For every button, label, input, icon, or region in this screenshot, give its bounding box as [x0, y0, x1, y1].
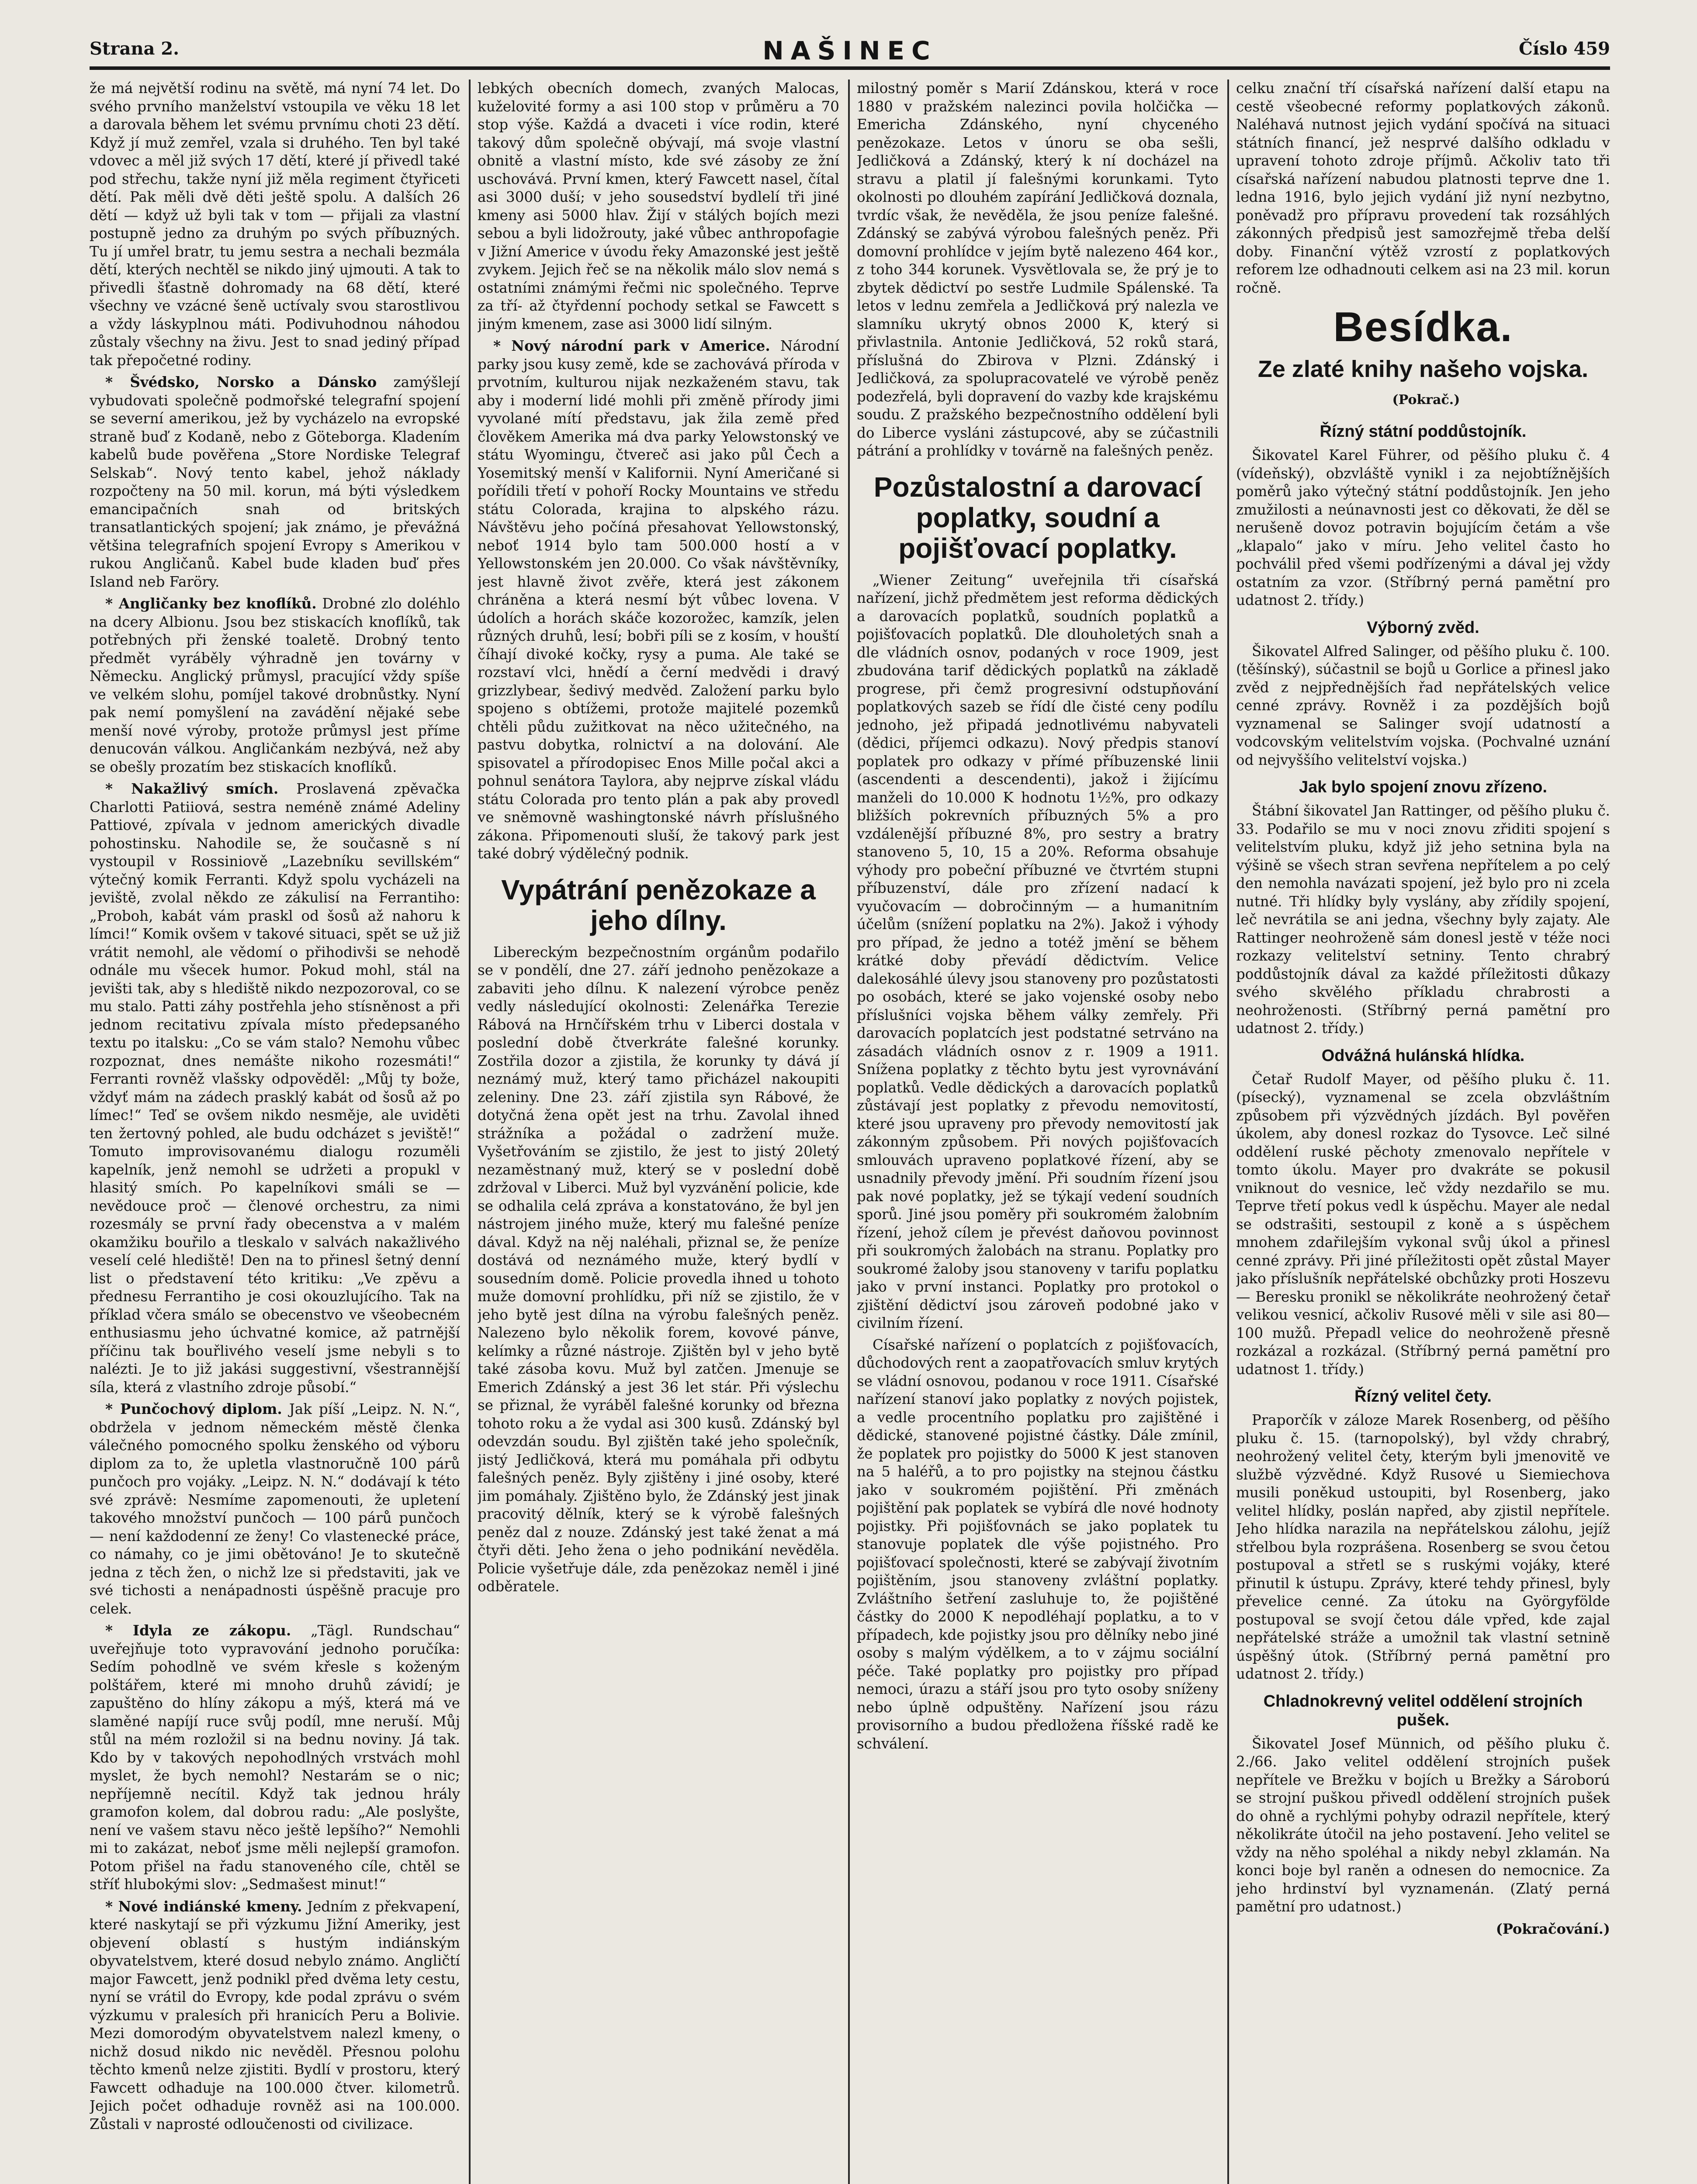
subsection-head: Řízný státní poddůstojník.: [1320, 422, 1527, 441]
column-divider: [469, 79, 471, 2184]
news-head: Punčochový diplom.: [120, 1400, 282, 1417]
serial-note-line: [1236, 383, 1610, 414]
serial-title: Ze zlaté knihy našeho vojska.: [1257, 356, 1589, 382]
page-number: Strana 2.: [90, 38, 180, 59]
news-body: Jak píší „Leipz. N. N.“, obdržela v jednom německém městě členka válečného pomocného spolku ženského od výboru diplom za to, že upletla vlastnoručně 100 párů punčoch pro vojáky. „Leipz. N. N.“ dodávají k této své zprávě: Nesmíme zapomenouti, že upletení takového množství punčoch — 100 párů punčoch — není každodenní ze ženy! Co vlastenecké práce, co námahy, co je jimi obětováno! Je to skutečně jedna z těch žen, o nichž lze si představiti, jak ve své tichosti a nenápadnosti úspěšně pracuje pro celek.: [90, 1401, 460, 1617]
subsection-head: Jak bylo spojení znovu zřízeno.: [1299, 778, 1547, 796]
news-item: [90, 594, 460, 776]
page-header: [90, 38, 1610, 69]
paragraph: že má největší rodinu na světě, má nyní 74 let. Do svého prvního manželství vstoupila ve věku 18 let a darovala během let svému prvnímu choti 23 dětí. Když jí muž zemřel, vzala si druhého. Ten byl také vdovec a měl již svých 17 dětí, které jí přivedl také pod střechu, takže nyní již měla regiment čtyřiceti dětí. Pak měli dvě děti ještě spolu. A dalších 26 dětí — když už byli tak v tom — přijali za vlastní postupně jedno za druhým po svých příbuzných. Tu jí umřel bratr, tu jemu sestra a nechali bezmála dětí, kterých nechtěl se nikdo jiný ujmouti. A tak to přivedli šťastně dohromady na 68 dětí, které všechny ve vzácné šeně uctívaly svou starostlivou a vždy láskyplnou máti. Podivuhodnou náhodou zůstaly všechny na živu. Jest to snad jediný případ tak přepočetné rodiny.: [90, 80, 460, 369]
paragraph: milostný poměr s Marií Zdánskou, která v roce 1880 v pražském nalezinci povila holčička — Emericha Zdánského, nyní chyceného penězokaze. Letos v únoru se oba sešli, Jedličková a Zdánský, který k ní docházel na stravu a platil jí falešnými korunkami. Tyto okolnosti po dlouhém zapírání Jedličková doznala, tvrdíc však, že nevěděla, že jsou peníze falešné. Zdánský se zabývá výrobou falešných peněz. Při domovní prohlídce v jejím bytě nalezeno 464 kor., z toho 344 korunek. Vysvětlovala se, že prý je to zbytek dědictví po sestře Ludmile Spálenské. Ta letos v lednu zemřela a Jedličková prý nalezla ve slamníku ukrytý obnos 2000 K, který si přivlastnila. Antonie Jedličková, 52 roků stará, příslušná do Zbirova v Plzni. Zdánský i Jedličková, za spolupracovatelé ve výrobě peněz podezřelá, byli dopravení do vazby kde krajskému soudu. Z pražského bezpečnostního oddělení byli do Liberce vysláni zástupcové, aby se zúčastnili pátrání a prohlídky v továrně na falešných peněz.: [857, 80, 1219, 459]
news-body: zamýšlejí vybudovati společně podmořské telegrafní spojení se severní amerikou, jež by vycházelo na evropské straně buď z Kodaně, nebo z Göteborga. Kladením kabelů bude pověřena „Store Nordiske Telegraf Selskab“. Nový tento kabel, jehož náklady rozpočteny na 50 mil. korun, má býti výsledkem emancipačních snah od britských transatlantických spojení; jak známo, je převážná většina telegrafních spojení Evropy s Amerikou v rukou Angličanů. Kabel bude kladen buď přes Island neb Faröry.: [90, 374, 460, 590]
subsection-head: Řízný velitel čety.: [1354, 1387, 1492, 1406]
article-title: Vypátrání penězokaze a jeho dílny.: [501, 874, 816, 936]
column-1: [90, 79, 460, 2184]
news-body: Proslavená zpěvačka Charlotti Patiiová, sestra neméně známé Adeliny Pattiové, zpívala v jednom amerických divadle pohostinsku. Nahodile se, že současně s ní vystoupil v Rossiniově „Lazebníku sevillském“ výtečný komik Ferranti. Když spolu vycházeli na jeviště, zvolal někdo ze zákulisí na Ferrantiho: „Proboh, kabát vám praskl od šosů až nahoru k límci!“ Komik ovšem v takové situaci, spět se už již vrátit nemohl, ale vědomí o přihodivši se nehodě odnále mu všecek humor. Pokud mohl, stál na jevišti tak, aby s hlediště nikdo nezpozoroval, co se mu stalo. Patti záhy postřehla jeho stísněnost a při jednom recitativu zpívala místo předepsaného textu po italsku: „Co se vám stalo? Nemohu vůbec rozpoznat, dnes nemášte nikoho rozesmáti!“ Ferranti rovněž vlašsky odpověděl: „Můj ty bože, vždyť mám na zádech prasklý kabát od šosů až po límec!“ Teď se ovšem nikdo nesměje, ale uviděti ten žertovný pohled, ale budu odcházet s jeviště!“ Tomuto improvisovanému dialogu rozuměli kapelník, jenž nemohl se udržeti a propukl v hlasitý smích. Po kapelníkovi smáli se — nevědouce proč — členové orchestru, za nimi rozesmály se první řady obecenstva a v malém okamžiku bouřilo a tleskalo v salvách nakažlivého veselí celé hlediště! Den na to přinesl šetný denní list o představení této kritiku: „Ve zpěvu a přednesu Ferrantiho je cosi okouzlujícího. Tak na příklad včera smálo se obecenstvo ve všeobecném enthusiasmu jeho úchvatné komice, až patrnější příčinu tak bouřlivého veselí jsme nebyli s to nalézti. Je to již jakási suggestivní, všestrannější síla, která z vlastního zdroje působí.“: [90, 781, 460, 1396]
news-item: [90, 373, 460, 591]
news-head: Angličanky bez knoflíků.: [118, 595, 317, 612]
paragraph: „Wiener Zeitung“ uveřejnila tři císařská nařízení, jichž předmětem jest reforma dědických a darovacích poplatků, soudních poplatků a pojišťovacích poplatků. Dle dlouholetých snah a dle vládních osnov, podaných v roce 1909, jest zbudována tarif dědických poplatků na základě progrese, při čemž progresivní odstupňování poplatkových sazeb se řídí dle čisté ceny podílu jednoho, jež připadá jednotlivému nabyvateli (dědici, příjemci odkazu). Nový předpis stanoví poplatek pro odkazy v přímé příbuzenské linii (ascendenti a descendenti), jakož i žijícímu manželi do 10.000 K hodnotu 1½%, pro odkazy bližších pokrevních příbuzných 5% a pro vzdálenější příbuzné 8%, pro sestry a bratry stanoveno 5, 10, 15 a 20%. Reforma obsahuje výhody pro pobeční příbuzné ve čtvrtém stupni příbuzenství, dále pro zřízení nadací k vyučovacím — dobročinným — a humanitním účelům (snížení poplatku na 2%). Jakož i výhody pro případ, že jedno a totéž jmění se během krátké doby převádí dědictvím. Velice dalekosáhlé úlevy jsou stanoveny pro pozůstatosti po osobách, které se jako vojenské osoby nebo příslušníci vojska během války zemřely. Při darovacích poplatcích jest podstatné setrváno na zásadách vládních osnov z r. 1909 a 1911. Snížena poplatky z těchto bytu jest vyrovnávání poplatků. Vedle dědických a darovacích poplatků zůstávají jest poplatky z převodu nemovitostí, které jsou upraveny pro převody nemovitostí jak zákonným způsobem. Při nových pojišťovacích smlouvách upraveno poplatkové řízení, aby se usnadnily převody jmění. Při soudním řízení jsou pak nové poplatky, jež se týkají vedení soudních sporů. Jiné jsou poměry při soukromém žalobním řízení, jehož cílem je převést daňovou povinnost při soukromých žalobách na stranu. Poplatky pro soukromé žaloby jsou stanoveny v tarifu poplatku jako v první instanci. Poplatky pro protokol o zjištění dědictví jsou zároveň podobné jako v civilním řízení.: [857, 571, 1219, 1331]
news-head: Švédsko, Norsko a Dánsko: [130, 373, 377, 390]
paragraph: Štábní šikovatel Jan Rattinger, od pěšího pluku č. 33. Podařilo se mu v noci znovu zřiditi spojení s velitelstvím pluku, když již jeho setnina byla na výšině se všech stran sevřena nepřítelem a po celý den nemohla navázati spojení, jež bylo pro ni zcela nutné. Tři hlídky byly vyslány, aby zřídily spojení, leč nevrátila se ani jedna, všechny byly zajaty. Ale Rattinger neohroženě sám donesl jestě v téže noci rozkazy velitelství setniny. Tento chrabrý poddůstojník dával za každé příležitosti důkazy svého skvělého příkladu chrabrosti a neohroženosti. (Stříbrný perná pamětní pro udatnost 2. třídy.): [1236, 802, 1610, 1037]
column-3: [857, 79, 1219, 2184]
news-body: Jedním z překvapení, které naskytají se při výzkumu Jižní Ameriky, jest objevení oblastí s hustým indiánským obyvatelstvem, které dosud nebylo známo. Angličtí major Fawcett, jenž podnikl před dvěma lety cestu, nyní se vrátil do Evropy, kde podal zprávu o svém výzkumu v pralesích při hranicích Peru a Bolivie. Mezi domorodým obyvatelstvem nalezl kmeny, o nichž dosud nikdo nic nevěděl. Přesnou polohu těchto kmenů nelze zjistiti. Bydlí v prostoru, který Fawcett odhaduje na 100.000 čtver. kilometrů. Jejich počet odhaduje rovněž asi na 100.000. Zůstali v naprosté odloučenosti od civilizace.: [90, 1898, 460, 2132]
paragraph: Šikovatel Karel Führer, od pěšího pluku č. 4 (vídeňský), obzvláště vynikl i za nejobtížnějších poměrů jako výtečný státní poddůstojník. Jen jeho zmužilosti a neúnavnosti jest co děkovati, že děl se nerušeně dovoz potravin bojujícím četám a vše „klapalo“ jako v míru. Jeho velitel často ho pochválil před všemi podřízenými a dával jej vždy ostatním za vzor. (Stříbrný perná pamětní pro udatnost 2. třídy.): [1236, 447, 1610, 608]
continued-note: (Pokračování.): [1496, 1920, 1610, 1937]
paragraph: celku znační tří císařská nařízení další etapu na cestě všeobecné reformy poplatkových zákonů. Naléhavá nutnost jejich vydání spočívá na situaci státních financí, jež nesprvé dalšího odkladu v upravení tohoto zdroje příjmů. Ačkoliv tato tři císařská nařízení nabudou platnosti teprve dne 1. ledna 1916, bylo jejich vydání již nyní nezbytno, poněvadž pro přípravu provedení tak rozsáhlých zákonných předpisů jest samozřejmě třeba delší doby. Finanční výtěž vzrostí z poplatkových reforem lze odhadnouti celkem asi na 23 mil. korun ročně.: [1236, 80, 1610, 296]
news-item: [90, 1400, 460, 1618]
paragraph: Císařské nařízení o poplatcích z pojišťovacích, důchodových rent a zaopatřovacích smluv krytých se vládní osnovou, podanou v roce 1911. Císařské nařízení stanoví jako poplatky z nových pojistek, a vedle procentního poplatku pro zajištěné i dědické, stanovené pojistné částky. Dále zmínil, že poplatek pro pojistky do 5000 K jest stanoven na 5 haléřů, a to pro pojistky na stejnou částku jako v soukromém pojištění. Při změnách pojištění pak poplatek se vybírá dle nové hodnoty pojistky. Při pojišťovnách se jako poplatek tu stanovuje poplatek dle výše pojistného. Pro pojišťovací společnosti, které se zabývají životním pojištěním, jsou stanoveny zvláštní poplatky. Zvláštního šetření zasluhuje to, že pojištěné částky do 2000 K nepodléhají poplatku, a to v případech, kde pojistky jsou pro dělníky nebo jiné osoby s malým výdělkem, a to v zájmu sociální péče. Také poplatky pro pojistky pro případ nemoci, úrazu a stáří jsou pro tyto osoby sníženy nebo úplně odpuštěny. Nařízení jsou rázu provisorního a budou předložena říšské radě ke schválení.: [857, 1336, 1219, 1752]
subsection-head: Výborný zvěd.: [1367, 618, 1479, 637]
paragraph: Četař Rudolf Mayer, od pěšího pluku č. 11. (písecký), vyznamenal se zcela obzvláštním způsobem při výzvědných jízdách. Byl pověřen úkolem, aby donesl rozkaz do Tysovce. Leč silné oddělení ruské pěchoty zmenovalo nepřítele v tomto úkolu. Mayer pro dvakráte se pokusil vniknout do vesnice, leč vždy nezdařilo se mu. Teprve třetí pokus vedl k úspěchu. Mayer ale nedal se odstrašiti, sestoupil z koně a s úspěchem mnohem zdařilejším vykonal svůj úkol a přinesl cenné zprávy. Při jiné příležitosti opět zůstal Mayer jako příslušník nepřátelské obchůzky proti Hoszevu — Beresku pronikl se několikráte neohrožený četař velikou vesnicí, ačkoliv Rusové měli v sile asi 80—100 mužů. Přepadl velice do neohroženě přesně rozkázal a rozkázal. (Stříbrný perná pamětní pro udatnost 1. třídy.): [1236, 1071, 1610, 1378]
news-head: Idyla ze zákopu.: [132, 1622, 291, 1639]
paragraph: Libereckým bezpečnostním orgánům podařilo se v pondělí, dne 27. září jednoho penězokaze a zabaviti jeho dílnu. K nalezení výrobce peněz vedly následující okolnosti: Zelenářka Terezie Rábová na Hrnčířském trhu v Liberci dostala v poslední době čtverkráte falešné korunky. Zostřila dozor a zjistila, že korunky ty dává jí neznámý muž, který tamo přicházel nakoupiti zeleniny. Dne 23. září zjistila syn Rábové, že dotyčná žena opět jest na trhu. Zavolal ihned strážníka a požádal o zadržení muže. Vyšetřováním se zjistilo, že jest to jistý 20letý nezaměstnaný muž, který se v poslední době zdržoval v Liberci. Muž byl vyzvánění policie, kde se odhalila celá zpráva a konstatováno, že byl jen nástrojem jiného muže, který mu falešné peníze dával. Když na něj naléhali, přiznal se, že peníze dostává od neznámého muže, který bydlí v sousedním domě. Policie provedla ihned u tohoto muže domovní prohlídku, při níž se zjistilo, že v jeho bytě jest dílna na výrobu falešných peněz. Nalezeno bylo několik forem, kovové pánve, kelímky a různé nástroje. Zjištěn byl v jeho bytě také zásoba kovu. Muž byl zatčen. Jmenuje se Emerich Zdánský a jest 36 let stár. Při výslechu se přiznal, že vyráběl falešné korunky od března tohoto roku a že vydal asi 300 kusů. Zdánský byl odevzdán soudu. Byl zjištěn také jeho společník, jistý Jedličková, která mu pomáhala při odbytu falešných peněz. Byly zjištěny i jiné osoby, které jim pomáhaly. Zjištěno bylo, že Zdánský jest jinak pracovitý dělník, který se k výrobě falešných peněz dal z nouze. Zdánský jest také ženat a má čtyři děti. Jeho žena o jeho podnikání nevěděla. Policie vyšetřuje dále, zda penězokaz neměl i jiné odběratele.: [478, 943, 839, 1595]
paragraph: Šikovatel Josef Münnich, od pěšího pluku č. 2./66. Jako velitel oddělení strojních pušek nepřítele ve Brežku v bojích u Brežky a Sároború se strojní puškou přivedl oddělení strojních pušek do ohně a rychlými pohyby odrazil nepřítele, který několikráte útočil na jeho postavení. Jeho velitel se vždy na něho spoléhal a nikdy nebyl zklamán. Na konci boje byl raněn a odnesen do nemocnice. Za jeho hrdinství byl vyznamenán. (Zlatý perná pamětní pro udatnost.): [1236, 1735, 1610, 1915]
paragraph: Praporčík v záloze Marek Rosenberg, od pěšího pluku č. 15. (tarnopolský), byl vždy chrabrý, neohrožený velitel čety, kterým byli jmenovitě ve službě výzvědné. Když Rusové u Siemiechova musili poněkud ustoupiti, byl Rosenberg, jako velitel hlídky, poslán napřed, aby zjistil nepřítele. Jeho hlídka narazila na nepřátelskou zálohu, jejíž střelbou byla rozprášena. Rosenberg se svou četou postupoval a střetl se s ruskými vojáky, které přinutil k ústupu. Zprávy, které tehdy přinesl, byly převelice cenné. Za útoku na Györgyfölde postupoval se svojí četou dále vpřed, kde zajal nepřátelské stráže a umožnil tak vlastní setnině úspěšný útok. (Stříbrný perná pamětní pro udatnost 2. třídy.): [1236, 1412, 1610, 1682]
column-divider: [1227, 79, 1229, 2184]
section-title: Besídka.: [1333, 304, 1513, 350]
news-body: Drobné zlo doléhlo na dcery Albionu. Jsou bez stiskacích knoflíků, tak potřebných při ženské toaletě. Drobný tento předmět vyráběly výhradně jen továrny v Německu. Anglický průmysl, pracující vždy spíše ve velkém slohu, pomíjel takové drobnůstky. Nyní pak nemí pomyšlení na zavádění nějaké sebe menší nové výroby, protože průmysl jest příme denucován válkou. Angličankám nezbývá, než aby se obešly prozatím bez stiskacích knoflíků.: [90, 595, 460, 775]
column-divider: [848, 79, 850, 2184]
column-2: [478, 79, 839, 2184]
issue-number: Číslo 459: [1519, 38, 1610, 59]
news-body: Národní parky jsou kusy země, kde se zachovává příroda v prvotním, kulturou nijak nezkaženém stavu, tak aby i moderní lidé mohli při změně přírody jimi vyvolané mítí představu, jak žila země před člověkem Amerika má dva parky Yelowstonský ve státu Wyomingu, čtvereč asi jako půl Čech a Yosemitský menší v Kalifornii. Nyní Američané si pořídili třetí v pohoří Rocky Mountains ve středu státu Colorada, krajina to alpského rázu. Návštěvu jeho počíná přesahovat Yellowstonský, neboť 1914 bylo tam 500.000 hostí a v Yellowstonském jen 20.000. Co však návštěvníky, jest hlavně život zvěře, která jest zákonem chráněna a která nesmí být vůbec lovena. V údolích a horách skáče kozorožec, kamzík, jelen různých druhů, lesí; bobři píli se z kosím, v houští číhají divoké kočky, rysy a puma. Ale také se rozstaví vlci, hnědí a černí medvědi i dravý grizzlybear, šedivý medvěd. Založení parku bylo spojeno s obtížemi, protože majitelé pozemků chtěli půdu zužitkovat na něco užitečného, na pastvu dobytka, rolnictví a na dolování. Ale spisovatel a přírodopisec Enos Mille počal akci a pohnul senátora Taylora, aby nejprve získal vládu státu Colorada pro tento plán a pak aby provedl ve sněmovně washingtonské návrh příslušného zákona. Připomenouti sluší, že takový park jest také dobrý výdělečný podnik.: [478, 338, 839, 862]
serial-note: (Pokrač.): [1392, 392, 1460, 408]
paragraph: Šikovatel Alfred Salinger, od pěšího pluku č. 100. (těšínský), súčastnil se bojů u Gorlice a přinesl jako zvěd z nejpřednějších řad nepřátelských velice cenné zprávy. Rovněž i za pozdějších bojů vyznamenal se Salinger svojí udatností a vodcovským velitelstvím vojska. (Pochvalné uznání od nejvyššího velitelství vojska.): [1236, 643, 1610, 768]
article-title: Pozůstalostní a darovací poplatky, soudní a pojišťovací poplatky.: [873, 471, 1202, 564]
news-body: „Tägl. Rundschau“ uveřejňuje toto vypravování jednoho poručíka: Sedím pohodlně ve svém křesle s koženým polštářem, které mi mnoho druhů závidí; je zapuštěno do hlíny zákopu a mýš, která má ve slaměné napíjí ruce svůj podíl, mne neruší. Můj stůl na mém rozložil si na bednu noviny. Já tak. Kdo by v takových nepohodlných vrstvách mohl myslet, že bych nemohl? Nestarám se o nic; nepříjemně necítil. Když tak jednou hrály gramofon kolem, dal dobrou radu: „Ale poslyšte, není ve vašem stavu něco ještě lepšího?“ Nemohli mi to zakázat, neboť jsme měli nejlepší gramofon. Potom přišel na řadu stanoveného cíle, chtěl se stříť hlubokými slov: „Sedmašest minut!“: [90, 1622, 460, 1893]
news-item: [90, 1621, 460, 1894]
news-item: [90, 1897, 460, 2134]
paragraph: lebkých obecních domech, zvaných Malocas, kuželovité formy a asi 100 stop v průměru a 70 stop výše. Každá a dvaceti i více rodin, které takový dům společně obývají, má svoje vlastní obnitě a vlastní místo, kde své zásoby ze žní uschovává. První kmen, který Fawcett nasel, čítal asi 3000 duší; v jeho sousedství bydlelí tři jiné kmeny asi 5000 hlav. Žijí v stálých bojích mezi sebou a byli lidožrouty, jaké vůbec anthropofagie v Jižní Americe v úvodu řeky Amazonské jest ještě zvykem. Jejich řeč se na několik málo slov nemá s ostatními známými řečmi nic společného. Teprve za tří- až čtyřdenní pochody setkal se Fawcett s jiným kmenem, zase asi 3000 lidí silným.: [478, 80, 839, 332]
news-item: [90, 780, 460, 1396]
header-rule: [90, 66, 1610, 70]
news-item: [478, 337, 839, 863]
masthead-title: NAŠINEC: [762, 36, 937, 66]
news-head: Nové indiánské kmeny.: [118, 1897, 302, 1915]
news-head: Nakažlivý smích.: [131, 780, 279, 797]
subsection-head: Chladnokrevný velitel oddělení strojních pušek.: [1263, 1692, 1583, 1729]
news-head: Nový národní park v Americe.: [511, 337, 770, 354]
subsection-head: Odvážná hulánská hlídka.: [1321, 1046, 1525, 1065]
column-4: [1236, 79, 1610, 2184]
